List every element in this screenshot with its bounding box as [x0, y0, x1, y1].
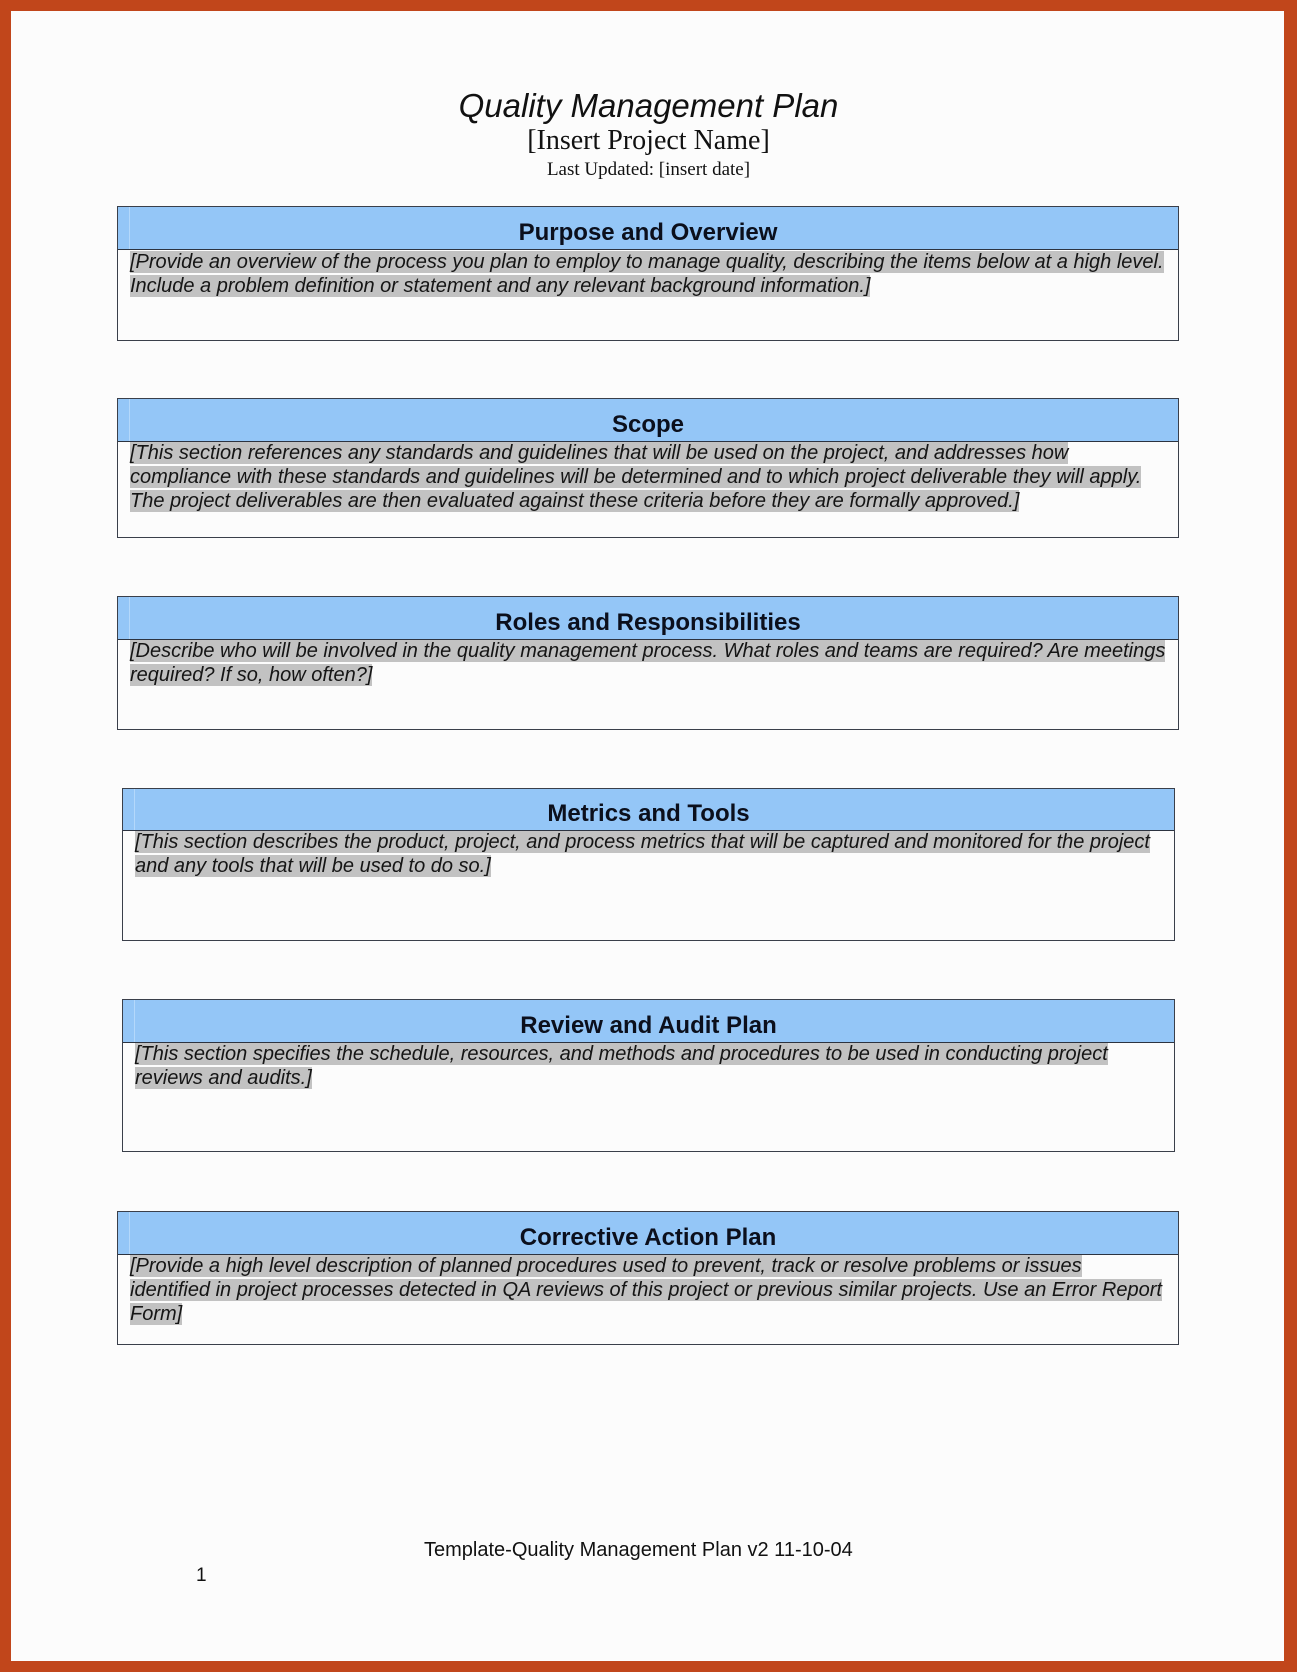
section-purpose-and-overview: [117, 206, 1179, 341]
placeholder-text[interactable]: [Provide an overview of the process you plan to employ to manage quality, describing the items below at a high level. Include a problem definition or statement and any relevant background information.]: [130, 251, 1164, 297]
placeholder-text[interactable]: [Describe who will be involved in the quality management process. What roles and teams are required? Are meetings required? If so, how often?]: [130, 640, 1166, 686]
project-name: [Insert Project Name]: [527, 125, 770, 156]
section-body[interactable]: [130, 639, 1166, 687]
section-heading: Purpose and Overview: [518, 219, 778, 246]
section-header: [118, 597, 1178, 640]
section-heading: Review and Audit Plan: [520, 1012, 777, 1039]
section-body[interactable]: [130, 1254, 1166, 1326]
section-header: [118, 207, 1178, 250]
section-heading: Corrective Action Plan: [519, 1224, 777, 1251]
section-corrective-action-plan: [117, 1211, 1179, 1345]
section-body[interactable]: [135, 1042, 1162, 1090]
section-body[interactable]: [130, 250, 1166, 298]
section-review-and-audit-plan: [122, 999, 1175, 1152]
last-updated: Last Updated: [insert date]: [546, 159, 751, 180]
document-title: Quality Management Plan: [458, 87, 839, 124]
section-scope: [117, 398, 1179, 538]
section-header: [123, 1000, 1174, 1043]
placeholder-text[interactable]: [This section specifies the schedule, resources, and methods and procedures to be used in conducting project reviews and audits.]: [135, 1043, 1108, 1089]
section-header: [118, 399, 1178, 442]
section-roles-and-responsibilities: [117, 596, 1179, 730]
page-number: 1: [196, 1565, 207, 1586]
footer-template-label: Template-Quality Management Plan v2 11-10-04: [424, 1539, 853, 1561]
section-heading: Roles and Responsibilities: [495, 609, 801, 636]
placeholder-text[interactable]: [This section references any standards and guidelines that will be used on the project, and addresses how compliance with these standards and guidelines will be determined and to which project deliverable they will apply. The project deliverables are then evaluated against these criteria before they are formally approved.]: [130, 442, 1142, 512]
section-header: [118, 1212, 1178, 1255]
placeholder-text[interactable]: [This section describes the product, project, and process metrics that will be captured and monitored for the project and any tools that will be used to do so.]: [135, 831, 1150, 877]
section-metrics-and-tools: [122, 788, 1175, 941]
section-body[interactable]: [130, 441, 1166, 513]
placeholder-text[interactable]: [Provide a high level description of planned procedures used to prevent, track or resolve problems or issues identified in project processes detected in QA reviews of this project or previous similar projects. Use an Error Report Form]: [130, 1255, 1162, 1325]
section-body[interactable]: [135, 830, 1162, 878]
section-header: [123, 789, 1174, 831]
section-heading: Metrics and Tools: [547, 800, 750, 827]
section-heading: Scope: [611, 411, 685, 438]
